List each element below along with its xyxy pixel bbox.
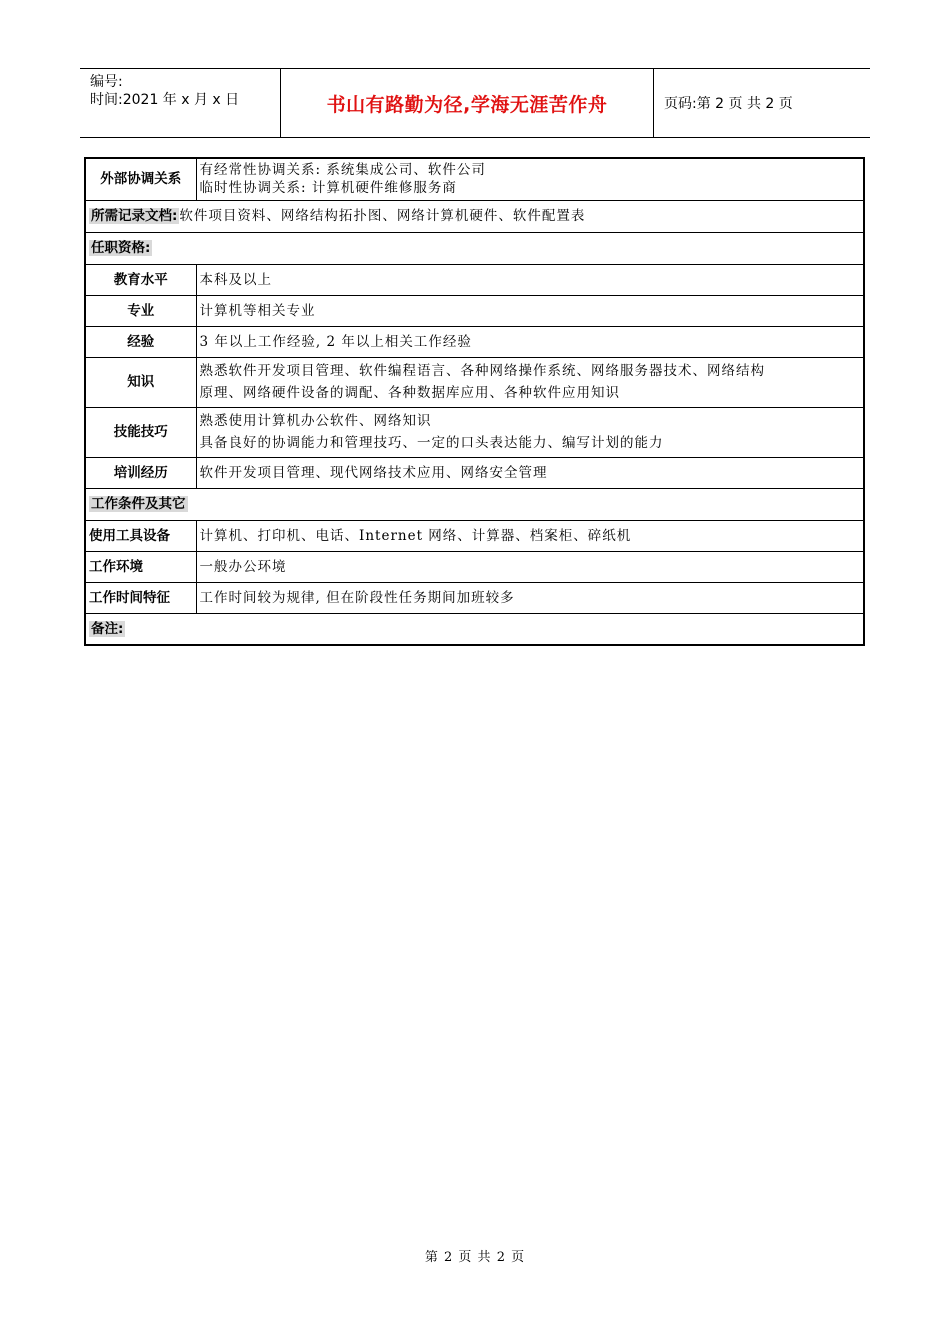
qualification-line: 熟悉使用计算机办公软件、网络知识 bbox=[199, 413, 432, 429]
qualifications-title: 任职资格: bbox=[91, 240, 151, 256]
header-motto: 书山有路勤为径,学海无涯苦作舟 bbox=[281, 69, 654, 137]
job-description-table bbox=[84, 157, 865, 646]
external-temporary-line: 临时性协调关系: 计算机硬件维修服务商 bbox=[199, 180, 457, 197]
external-regular-line: 有经常性协调关系: 系统集成公司、软件公司 bbox=[199, 162, 486, 179]
qualification-value: 计算机等相关专业 bbox=[196, 295, 864, 326]
records-label: 所需记录文档: bbox=[91, 208, 178, 224]
remarks-label: 备注: bbox=[91, 620, 124, 637]
qualification-value: 3 年以上工作经验, 2 年以上相关工作经验 bbox=[196, 326, 864, 357]
qualification-value bbox=[196, 357, 864, 407]
document-number-label: 编号: bbox=[90, 74, 123, 90]
qualification-value: 软件开发项目管理、现代网络技术应用、网络安全管理 bbox=[196, 457, 864, 488]
header-page-info: 页码:第 2 页 共 2 页 bbox=[664, 96, 793, 112]
records-row bbox=[85, 200, 864, 232]
document-date: 时间:2021 年 x 月 x 日 bbox=[90, 92, 240, 108]
conditions-title-row bbox=[85, 488, 864, 520]
qualification-label: 培训经历 bbox=[85, 457, 196, 488]
qualification-value bbox=[196, 407, 864, 457]
qualification-label: 技能技巧 bbox=[85, 407, 196, 457]
condition-value: 一般办公环境 bbox=[196, 551, 864, 582]
qualification-value: 本科及以上 bbox=[196, 264, 864, 295]
condition-row bbox=[85, 520, 864, 551]
condition-row bbox=[85, 582, 864, 613]
condition-value: 工作时间较为规律, 但在阶段性任务期间加班较多 bbox=[196, 582, 864, 613]
records-value: 软件项目资料、网络结构拓扑图、网络计算机硬件、软件配置表 bbox=[179, 208, 586, 224]
qualification-row bbox=[85, 326, 864, 357]
qualification-label: 教育水平 bbox=[85, 264, 196, 295]
external-relations-row bbox=[85, 158, 864, 200]
qualification-label: 经验 bbox=[85, 326, 196, 357]
conditions-title: 工作条件及其它 bbox=[91, 496, 186, 512]
external-relations-label: 外部协调关系 bbox=[85, 158, 196, 200]
qualification-label: 专业 bbox=[85, 295, 196, 326]
records-cell bbox=[85, 200, 864, 232]
condition-label: 工作环境 bbox=[85, 551, 196, 582]
qualification-line: 具备良好的协调能力和管理技巧、一定的口头表达能力、编写计划的能力 bbox=[199, 435, 664, 451]
page-header bbox=[80, 68, 870, 138]
page-footer: 第 2 页 共 2 页 bbox=[424, 1250, 526, 1265]
remarks-cell bbox=[85, 613, 864, 645]
qualification-row bbox=[85, 264, 864, 295]
qualification-row bbox=[85, 295, 864, 326]
qualification-row bbox=[85, 407, 864, 457]
qualification-row bbox=[85, 357, 864, 407]
qualifications-title-cell bbox=[85, 232, 864, 264]
qualification-label: 知识 bbox=[85, 357, 196, 407]
condition-label: 工作时间特征 bbox=[85, 582, 196, 613]
qualification-row bbox=[85, 457, 864, 488]
condition-value: 计算机、打印机、电话、Internet 网络、计算器、档案柜、碎纸机 bbox=[196, 520, 864, 551]
header-meta bbox=[80, 69, 281, 137]
condition-row bbox=[85, 551, 864, 582]
remarks-row bbox=[85, 613, 864, 645]
condition-label: 使用工具设备 bbox=[85, 520, 196, 551]
qualification-line: 原理、网络硬件设备的调配、各种数据库应用、各种软件应用知识 bbox=[199, 385, 620, 401]
qualification-line: 熟悉软件开发项目管理、软件编程语言、各种网络操作系统、网络服务器技术、网络结构 bbox=[199, 363, 765, 379]
external-relations-value bbox=[196, 158, 864, 200]
qualifications-title-row bbox=[85, 232, 864, 264]
conditions-title-cell bbox=[85, 488, 864, 520]
